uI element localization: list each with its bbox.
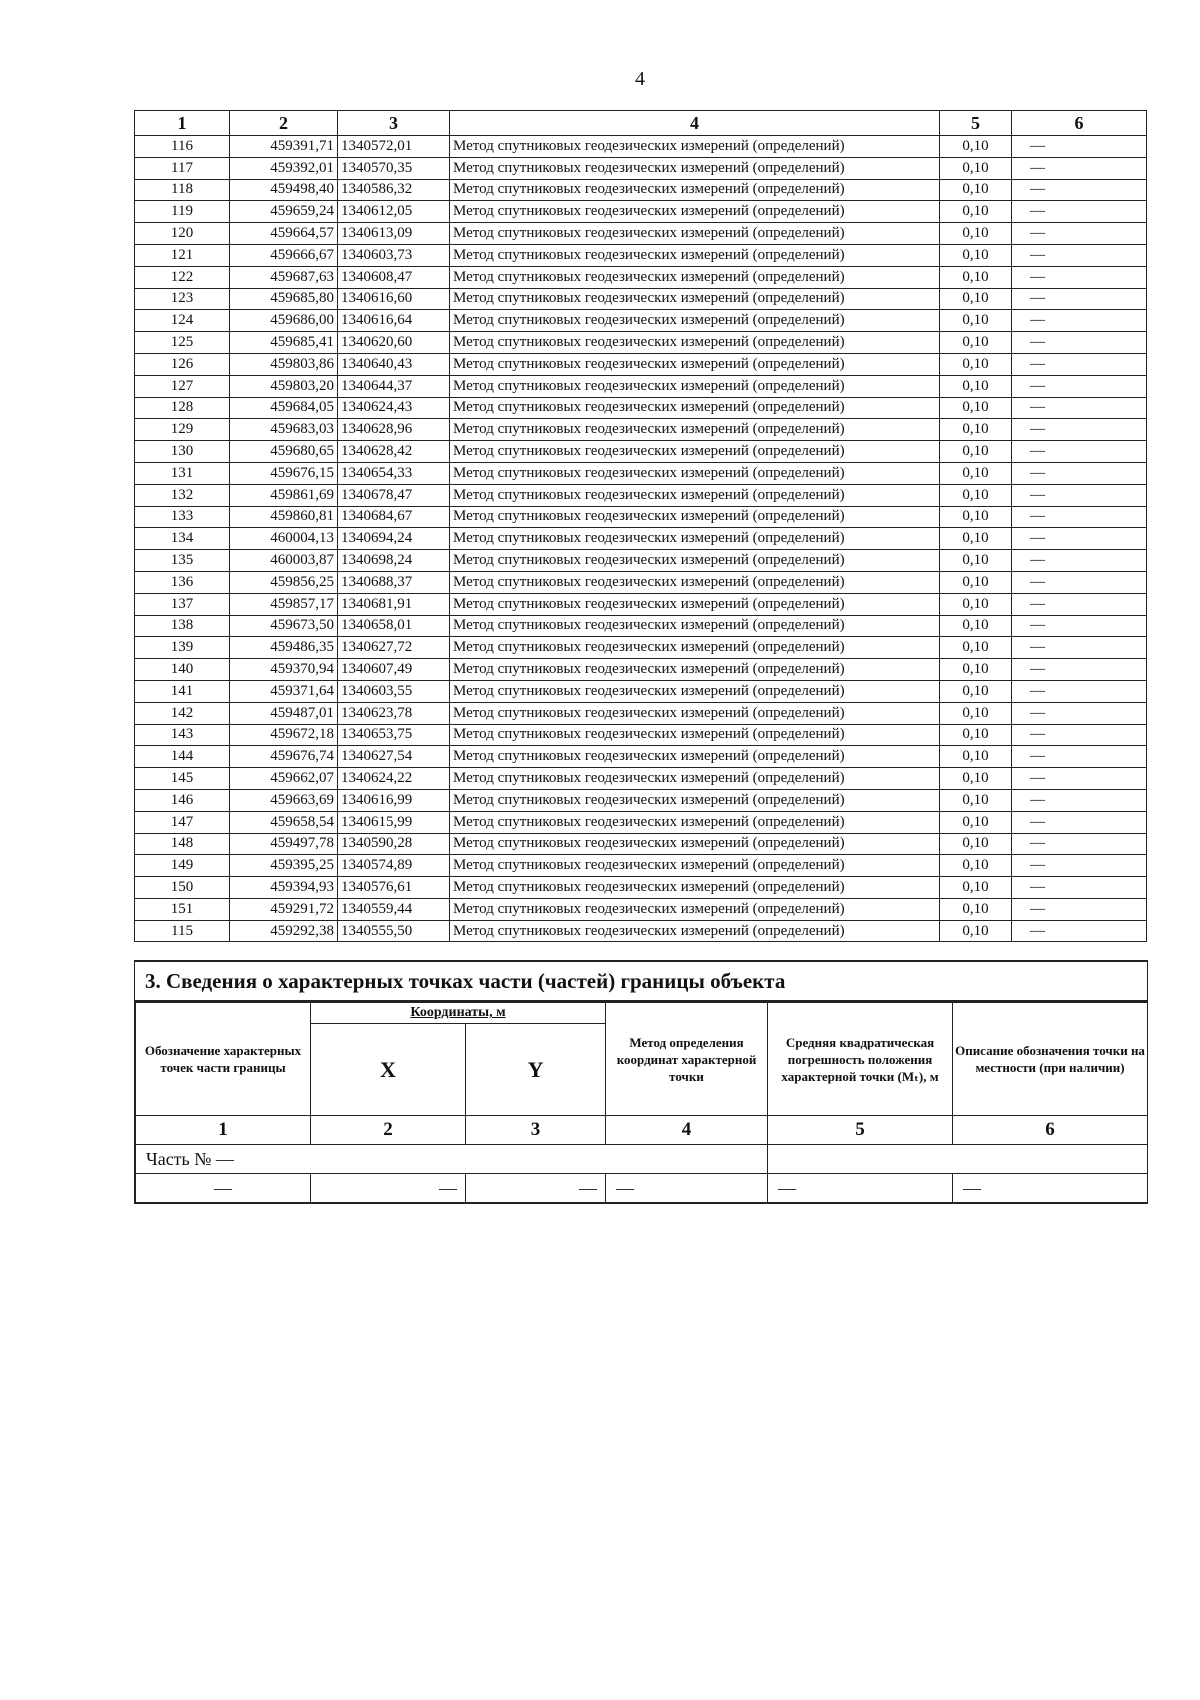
method-cell: Метод спутниковых геодезических измерений (определений) xyxy=(450,724,940,746)
description-cell: — xyxy=(1012,833,1147,855)
coord-y: 1340681,91 xyxy=(338,593,450,615)
coord-y: 1340586,32 xyxy=(338,179,450,201)
coord-x: 459683,03 xyxy=(230,419,338,441)
error-cell: 0,10 xyxy=(940,136,1012,158)
col-header-1: 1 xyxy=(135,111,230,136)
coord-y: 1340615,99 xyxy=(338,811,450,833)
coord-y: 1340572,01 xyxy=(338,136,450,158)
point-number: 131 xyxy=(135,462,230,484)
coord-x: 459487,01 xyxy=(230,702,338,724)
point-number: 133 xyxy=(135,506,230,528)
method-cell: Метод спутниковых геодезических измерений (определений) xyxy=(450,397,940,419)
table-row xyxy=(135,528,1147,550)
description-cell: — xyxy=(1012,223,1147,245)
point-number: 122 xyxy=(135,266,230,288)
method-cell: Метод спутниковых геодезических измерений (определений) xyxy=(450,353,940,375)
column-number: 3 xyxy=(466,1116,606,1145)
error-cell: 0,10 xyxy=(940,441,1012,463)
error-cell: 0,10 xyxy=(940,179,1012,201)
coord-x: 459676,15 xyxy=(230,462,338,484)
description-cell: — xyxy=(1012,550,1147,572)
description-cell: — xyxy=(1012,397,1147,419)
error-cell: 0,10 xyxy=(940,833,1012,855)
description-cell: — xyxy=(1012,746,1147,768)
error-cell: 0,10 xyxy=(940,768,1012,790)
error-cell: 0,10 xyxy=(940,811,1012,833)
table-row xyxy=(135,310,1147,332)
table-row xyxy=(135,593,1147,615)
point-number: 139 xyxy=(135,637,230,659)
table-row xyxy=(135,506,1147,528)
table-row xyxy=(135,157,1147,179)
description-cell: — xyxy=(1012,724,1147,746)
point-number: 143 xyxy=(135,724,230,746)
table-row xyxy=(135,332,1147,354)
table-row xyxy=(135,484,1147,506)
method-cell: Метод спутниковых геодезических измерений (определений) xyxy=(450,833,940,855)
header-method: Метод определения координат характерной точки xyxy=(606,1003,768,1116)
description-cell: — xyxy=(1012,506,1147,528)
point-number: 148 xyxy=(135,833,230,855)
part-empty-cell xyxy=(768,1145,1148,1174)
error-cell: 0,10 xyxy=(940,244,1012,266)
method-cell: Метод спутниковых геодезических измерений (определений) xyxy=(450,571,940,593)
coord-y: 1340555,50 xyxy=(338,920,450,942)
coord-y: 1340678,47 xyxy=(338,484,450,506)
dash-cell: — xyxy=(606,1174,768,1203)
error-cell: 0,10 xyxy=(940,266,1012,288)
page-number: 4 xyxy=(635,68,645,90)
error-cell: 0,10 xyxy=(940,506,1012,528)
coord-y: 1340623,78 xyxy=(338,702,450,724)
header-x: X xyxy=(311,1024,466,1116)
description-cell: — xyxy=(1012,332,1147,354)
coordinates-header-row xyxy=(135,111,1147,136)
method-cell: Метод спутниковых геодезических измерений (определений) xyxy=(450,920,940,942)
error-cell: 0,10 xyxy=(940,310,1012,332)
method-cell: Метод спутниковых геодезических измерений (определений) xyxy=(450,375,940,397)
coord-x: 459498,40 xyxy=(230,179,338,201)
method-cell: Метод спутниковых геодезических измерений (определений) xyxy=(450,179,940,201)
point-number: 134 xyxy=(135,528,230,550)
coord-y: 1340616,99 xyxy=(338,789,450,811)
table-row xyxy=(135,179,1147,201)
coord-y: 1340608,47 xyxy=(338,266,450,288)
coord-x: 459291,72 xyxy=(230,898,338,920)
coordinates-body xyxy=(135,136,1147,942)
error-cell: 0,10 xyxy=(940,877,1012,899)
coord-x: 459664,57 xyxy=(230,223,338,245)
description-cell: — xyxy=(1012,920,1147,942)
method-cell: Метод спутниковых геодезических измерений (определений) xyxy=(450,528,940,550)
method-cell: Метод спутниковых геодезических измерений (определений) xyxy=(450,789,940,811)
method-cell: Метод спутниковых геодезических измерений (определений) xyxy=(450,462,940,484)
table-row xyxy=(135,419,1147,441)
coord-x: 459666,67 xyxy=(230,244,338,266)
header-description: Описание обозначения точки на местности (при наличии) xyxy=(953,1003,1148,1116)
table-row xyxy=(135,659,1147,681)
coord-y: 1340570,35 xyxy=(338,157,450,179)
point-number: 124 xyxy=(135,310,230,332)
point-number: 137 xyxy=(135,593,230,615)
coord-y: 1340620,60 xyxy=(338,332,450,354)
method-cell: Метод спутниковых геодезических измерений (определений) xyxy=(450,702,940,724)
point-number: 138 xyxy=(135,615,230,637)
header-error: Средняя квадратическая погрешность положения характерной точки (Mₜ), м xyxy=(768,1003,953,1116)
coord-x: 459486,35 xyxy=(230,637,338,659)
error-cell: 0,10 xyxy=(940,746,1012,768)
table-row xyxy=(135,244,1147,266)
coord-x: 460003,87 xyxy=(230,550,338,572)
description-cell: — xyxy=(1012,353,1147,375)
coord-y: 1340684,67 xyxy=(338,506,450,528)
description-cell: — xyxy=(1012,484,1147,506)
description-cell: — xyxy=(1012,266,1147,288)
point-number: 144 xyxy=(135,746,230,768)
description-cell: — xyxy=(1012,375,1147,397)
error-cell: 0,10 xyxy=(940,484,1012,506)
table-row xyxy=(135,746,1147,768)
table-row xyxy=(135,789,1147,811)
method-cell: Метод спутниковых геодезических измерений (определений) xyxy=(450,310,940,332)
column-number: 2 xyxy=(311,1116,466,1145)
coord-y: 1340616,64 xyxy=(338,310,450,332)
error-cell: 0,10 xyxy=(940,419,1012,441)
table-row xyxy=(135,288,1147,310)
method-cell: Метод спутниковых геодезических измерений (определений) xyxy=(450,680,940,702)
col-header-5: 5 xyxy=(940,111,1012,136)
column-number: 4 xyxy=(606,1116,768,1145)
error-cell: 0,10 xyxy=(940,397,1012,419)
method-cell: Метод спутниковых геодезических измерений (определений) xyxy=(450,288,940,310)
header-designation: Обозначение характерных точек части границы xyxy=(136,1003,311,1116)
method-cell: Метод спутниковых геодезических измерений (определений) xyxy=(450,768,940,790)
coord-x: 459672,18 xyxy=(230,724,338,746)
description-cell: — xyxy=(1012,419,1147,441)
dash-cell: — xyxy=(466,1174,606,1203)
dash-cell: — xyxy=(768,1174,953,1203)
error-cell: 0,10 xyxy=(940,353,1012,375)
part-label: Часть № — xyxy=(136,1145,768,1174)
column-number: 5 xyxy=(768,1116,953,1145)
table-row xyxy=(135,768,1147,790)
header-y: Y xyxy=(466,1024,606,1116)
table-row xyxy=(135,702,1147,724)
dash-row xyxy=(136,1174,1148,1203)
error-cell: 0,10 xyxy=(940,528,1012,550)
coord-y: 1340607,49 xyxy=(338,659,450,681)
description-cell: — xyxy=(1012,593,1147,615)
error-cell: 0,10 xyxy=(940,789,1012,811)
description-cell: — xyxy=(1012,528,1147,550)
coord-x: 459497,78 xyxy=(230,833,338,855)
coord-y: 1340627,54 xyxy=(338,746,450,768)
point-number: 127 xyxy=(135,375,230,397)
method-cell: Метод спутниковых геодезических измерений (определений) xyxy=(450,877,940,899)
section-3-title: 3. Сведения о характерных точках части (частей) границы объекта xyxy=(135,962,1147,1002)
table-row xyxy=(135,397,1147,419)
table-row xyxy=(135,920,1147,942)
error-cell: 0,10 xyxy=(940,920,1012,942)
coord-x: 459686,00 xyxy=(230,310,338,332)
table-row xyxy=(135,136,1147,158)
error-cell: 0,10 xyxy=(940,680,1012,702)
method-cell: Метод спутниковых геодезических измерений (определений) xyxy=(450,136,940,158)
method-cell: Метод спутниковых геодезических измерений (определений) xyxy=(450,201,940,223)
point-number: 136 xyxy=(135,571,230,593)
method-cell: Метод спутниковых геодезических измерений (определений) xyxy=(450,484,940,506)
point-number: 140 xyxy=(135,659,230,681)
table-row xyxy=(135,898,1147,920)
dash-cell: — xyxy=(136,1174,311,1203)
coord-x: 459687,63 xyxy=(230,266,338,288)
point-number: 119 xyxy=(135,201,230,223)
coord-x: 459684,05 xyxy=(230,397,338,419)
coord-y: 1340694,24 xyxy=(338,528,450,550)
table-row xyxy=(135,223,1147,245)
method-cell: Метод спутниковых геодезических измерений (определений) xyxy=(450,637,940,659)
method-cell: Метод спутниковых геодезических измерений (определений) xyxy=(450,615,940,637)
point-number: 115 xyxy=(135,920,230,942)
coord-x: 459857,17 xyxy=(230,593,338,615)
parts-table xyxy=(135,1002,1148,1203)
description-cell: — xyxy=(1012,680,1147,702)
table-row xyxy=(135,637,1147,659)
point-number: 116 xyxy=(135,136,230,158)
error-cell: 0,10 xyxy=(940,898,1012,920)
method-cell: Метод спутниковых геодезических измерений (определений) xyxy=(450,223,940,245)
coord-y: 1340688,37 xyxy=(338,571,450,593)
point-number: 129 xyxy=(135,419,230,441)
coord-x: 459658,54 xyxy=(230,811,338,833)
coord-y: 1340628,42 xyxy=(338,441,450,463)
coord-x: 459676,74 xyxy=(230,746,338,768)
method-cell: Метод спутниковых геодезических измерений (определений) xyxy=(450,550,940,572)
table-row xyxy=(135,615,1147,637)
error-cell: 0,10 xyxy=(940,855,1012,877)
header-coordinates: Координаты, м xyxy=(311,1003,606,1024)
coord-x: 459803,86 xyxy=(230,353,338,375)
dash-cell: — xyxy=(311,1174,466,1203)
coord-x: 459685,80 xyxy=(230,288,338,310)
column-numbers-row xyxy=(136,1116,1148,1145)
error-cell: 0,10 xyxy=(940,201,1012,223)
description-cell: — xyxy=(1012,789,1147,811)
table-row xyxy=(135,353,1147,375)
table-row xyxy=(135,680,1147,702)
method-cell: Метод спутниковых геодезических измерений (определений) xyxy=(450,506,940,528)
error-cell: 0,10 xyxy=(940,571,1012,593)
description-cell: — xyxy=(1012,179,1147,201)
method-cell: Метод спутниковых геодезических измерений (определений) xyxy=(450,157,940,179)
description-cell: — xyxy=(1012,659,1147,681)
table-row xyxy=(135,724,1147,746)
table-row xyxy=(135,441,1147,463)
coord-y: 1340603,55 xyxy=(338,680,450,702)
description-cell: — xyxy=(1012,244,1147,266)
table-row xyxy=(135,462,1147,484)
description-cell: — xyxy=(1012,855,1147,877)
description-cell: — xyxy=(1012,288,1147,310)
column-number: 6 xyxy=(953,1116,1148,1145)
error-cell: 0,10 xyxy=(940,593,1012,615)
error-cell: 0,10 xyxy=(940,462,1012,484)
table-row xyxy=(135,571,1147,593)
coord-y: 1340640,43 xyxy=(338,353,450,375)
error-cell: 0,10 xyxy=(940,637,1012,659)
point-number: 141 xyxy=(135,680,230,702)
coord-y: 1340616,60 xyxy=(338,288,450,310)
coord-y: 1340624,43 xyxy=(338,397,450,419)
coord-y: 1340603,73 xyxy=(338,244,450,266)
coord-y: 1340559,44 xyxy=(338,898,450,920)
coord-y: 1340644,37 xyxy=(338,375,450,397)
point-number: 120 xyxy=(135,223,230,245)
coord-x: 460004,13 xyxy=(230,528,338,550)
coord-x: 459680,65 xyxy=(230,441,338,463)
point-number: 135 xyxy=(135,550,230,572)
coord-x: 459856,25 xyxy=(230,571,338,593)
col-header-4: 4 xyxy=(450,111,940,136)
table-row xyxy=(135,550,1147,572)
coord-x: 459685,41 xyxy=(230,332,338,354)
error-cell: 0,10 xyxy=(940,375,1012,397)
method-cell: Метод спутниковых геодезических измерений (определений) xyxy=(450,266,940,288)
point-number: 146 xyxy=(135,789,230,811)
coord-x: 459292,38 xyxy=(230,920,338,942)
point-number: 150 xyxy=(135,877,230,899)
error-cell: 0,10 xyxy=(940,615,1012,637)
coord-y: 1340653,75 xyxy=(338,724,450,746)
point-number: 151 xyxy=(135,898,230,920)
point-number: 121 xyxy=(135,244,230,266)
method-cell: Метод спутниковых геодезических измерений (определений) xyxy=(450,659,940,681)
error-cell: 0,10 xyxy=(940,157,1012,179)
coord-x: 459392,01 xyxy=(230,157,338,179)
description-cell: — xyxy=(1012,462,1147,484)
table-row xyxy=(135,201,1147,223)
point-number: 123 xyxy=(135,288,230,310)
method-cell: Метод спутниковых геодезических измерений (определений) xyxy=(450,441,940,463)
description-cell: — xyxy=(1012,898,1147,920)
description-cell: — xyxy=(1012,441,1147,463)
table-row xyxy=(135,877,1147,899)
error-cell: 0,10 xyxy=(940,223,1012,245)
coord-y: 1340590,28 xyxy=(338,833,450,855)
coord-y: 1340613,09 xyxy=(338,223,450,245)
error-cell: 0,10 xyxy=(940,702,1012,724)
col-header-6: 6 xyxy=(1012,111,1147,136)
coord-y: 1340628,96 xyxy=(338,419,450,441)
method-cell: Метод спутниковых геодезических измерений (определений) xyxy=(450,811,940,833)
description-cell: — xyxy=(1012,310,1147,332)
col-header-3: 3 xyxy=(338,111,450,136)
column-number: 1 xyxy=(136,1116,311,1145)
coordinates-table xyxy=(134,110,1147,942)
coord-y: 1340624,22 xyxy=(338,768,450,790)
coord-x: 459370,94 xyxy=(230,659,338,681)
description-cell: — xyxy=(1012,136,1147,158)
description-cell: — xyxy=(1012,811,1147,833)
description-cell: — xyxy=(1012,768,1147,790)
coord-x: 459371,64 xyxy=(230,680,338,702)
point-number: 142 xyxy=(135,702,230,724)
part-row xyxy=(136,1145,1148,1174)
method-cell: Метод спутниковых геодезических измерений (определений) xyxy=(450,855,940,877)
coord-x: 459860,81 xyxy=(230,506,338,528)
description-cell: — xyxy=(1012,201,1147,223)
dash-cell: — xyxy=(953,1174,1148,1203)
coord-x: 459803,20 xyxy=(230,375,338,397)
point-number: 149 xyxy=(135,855,230,877)
table-row xyxy=(135,266,1147,288)
method-cell: Метод спутниковых геодезических измерений (определений) xyxy=(450,332,940,354)
error-cell: 0,10 xyxy=(940,659,1012,681)
coord-x: 459659,24 xyxy=(230,201,338,223)
section-3 xyxy=(134,960,1148,1204)
point-number: 130 xyxy=(135,441,230,463)
coord-y: 1340576,61 xyxy=(338,877,450,899)
method-cell: Метод спутниковых геодезических измерений (определений) xyxy=(450,593,940,615)
coord-y: 1340574,89 xyxy=(338,855,450,877)
description-cell: — xyxy=(1012,571,1147,593)
coord-x: 459663,69 xyxy=(230,789,338,811)
coord-x: 459673,50 xyxy=(230,615,338,637)
description-cell: — xyxy=(1012,637,1147,659)
table-row xyxy=(135,855,1147,877)
coord-x: 459662,07 xyxy=(230,768,338,790)
point-number: 132 xyxy=(135,484,230,506)
point-number: 118 xyxy=(135,179,230,201)
method-cell: Метод спутниковых геодезических измерений (определений) xyxy=(450,244,940,266)
description-cell: — xyxy=(1012,157,1147,179)
method-cell: Метод спутниковых геодезических измерений (определений) xyxy=(450,419,940,441)
point-number: 128 xyxy=(135,397,230,419)
description-cell: — xyxy=(1012,615,1147,637)
coord-y: 1340612,05 xyxy=(338,201,450,223)
error-cell: 0,10 xyxy=(940,332,1012,354)
point-number: 117 xyxy=(135,157,230,179)
coord-x: 459861,69 xyxy=(230,484,338,506)
method-cell: Метод спутниковых геодезических измерений (определений) xyxy=(450,746,940,768)
error-cell: 0,10 xyxy=(940,550,1012,572)
coord-x: 459391,71 xyxy=(230,136,338,158)
table-row xyxy=(135,833,1147,855)
coord-y: 1340627,72 xyxy=(338,637,450,659)
description-cell: — xyxy=(1012,877,1147,899)
table-row xyxy=(135,811,1147,833)
coord-y: 1340658,01 xyxy=(338,615,450,637)
error-cell: 0,10 xyxy=(940,288,1012,310)
point-number: 125 xyxy=(135,332,230,354)
point-number: 147 xyxy=(135,811,230,833)
coord-y: 1340654,33 xyxy=(338,462,450,484)
point-number: 145 xyxy=(135,768,230,790)
coord-x: 459395,25 xyxy=(230,855,338,877)
coord-x: 459394,93 xyxy=(230,877,338,899)
point-number: 126 xyxy=(135,353,230,375)
coord-y: 1340698,24 xyxy=(338,550,450,572)
method-cell: Метод спутниковых геодезических измерений (определений) xyxy=(450,898,940,920)
description-cell: — xyxy=(1012,702,1147,724)
table-row xyxy=(135,375,1147,397)
col-header-2: 2 xyxy=(230,111,338,136)
error-cell: 0,10 xyxy=(940,724,1012,746)
